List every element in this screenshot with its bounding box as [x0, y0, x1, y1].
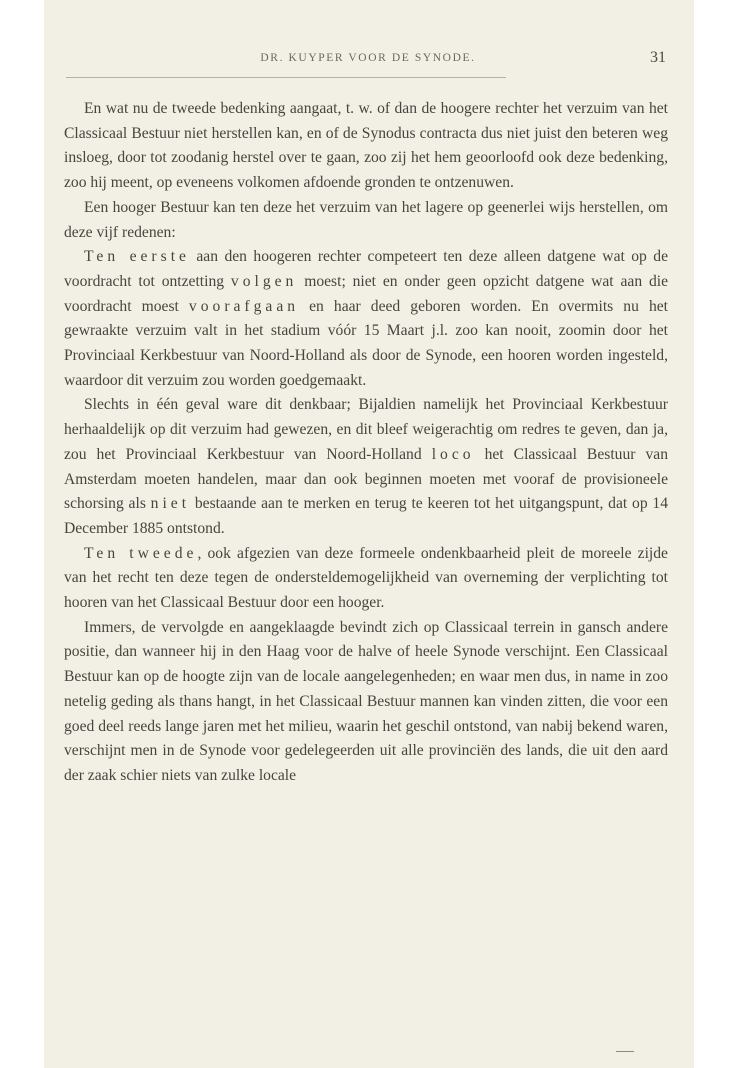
- paragraph-6: Immers, de vervolgde en aangeklaagde bevindt zich op Classicaal terrein in gansch andere positie, dan wanneer hij in den Haag voor de halve of heele Synode verschijnt. Een Classicaal Bestuur kan op de hoogte zijn van de locale aangelegenheden; en waar men dus, in name in zoo netelig geding als thans hangt, in het Classicaal Bestuur mannen kan vinden zitten, die voor een goed deel reeds lange jaren met het milieu, waarin het geschil ontstond, van nabij bekend waren, verschijnt men in de Synode voor gedelegeerden uit alle provinciën des lands, die uit den aard der zaak schier niets van zulke locale: [64, 618, 668, 784]
- paragraph-text: , ook afgezien van deze formeele ondenkbaarheid pleit de moreele zijde van het recht ten deze tegen de ondersteldemogelijkheid van overneming der verplichting tot hooren van het Classicaal Bestuur door een hooger.: [64, 544, 668, 612]
- footer-mark: [616, 1051, 634, 1052]
- spaced-text: volgen: [230, 272, 298, 290]
- paragraph-text: en haar deed geboren worden. En overmits nu het gewraakte verzuim valt in het stadium vóór 15 Maart j.l. zoo kan nooit, zoomin door het Provinciaal Kerkbestuur van Noord-Holland als door de Synode, een hooren worden ingesteld, waardoor dit verzuim zou worden goedgemaakt.: [64, 297, 669, 389]
- spaced-text: Ten tweede: [84, 544, 198, 562]
- spaced-text: loco: [431, 445, 475, 463]
- body-text: [64, 97, 668, 789]
- spaced-text: Ten eerste: [84, 248, 190, 266]
- paragraph-4: [64, 393, 668, 541]
- paragraph-text: het Classicaal Bestuur van Amsterdam moeten handelen, maar dan ook beginnen moeten met vooraf de provisioneele schorsing als: [64, 445, 668, 513]
- page-number: 31: [650, 49, 666, 66]
- page-header: [64, 49, 672, 76]
- spaced-text: niet: [150, 495, 191, 513]
- header-rule: [66, 77, 506, 78]
- running-head: DR. KUYPER VOOR DE SYNODE.: [260, 52, 476, 64]
- paragraph-5: [64, 542, 668, 616]
- paragraph-text: moest; niet en onder geen opzicht datgene wat aan die voordracht moest: [64, 272, 669, 315]
- paragraph-text: bestaande aan te merken en terug te keeren tot het uitgangspunt, dat op 14 December 1885 ontstond.: [64, 495, 669, 537]
- paragraph-1: En wat nu de tweede bedenking aangaat, t. w. of dan de hoogere rechter het verzuim van het Classicaal Bestuur niet herstellen kan, en of de Synodus contracta dus niet juist den beteren weg insloeg, door tot zoodanig herstel over te gaan, zoo zij het hem geoorloofd ook deze bedenking, zoo hij meent, op eveneens volkomen afdoende gronden te ontzenuwen.: [64, 100, 668, 192]
- paragraph-2: Een hooger Bestuur kan ten deze het verzuim van het lagere op geenerlei wijs herstellen, om deze vijf redenen:: [64, 198, 668, 241]
- paragraph-3: [64, 245, 668, 393]
- book-page: [44, 0, 694, 1068]
- spaced-text: voorafgaan: [188, 297, 300, 315]
- paragraph-text: Slechts in één geval ware dit denkbaar; Bijaldien namelijk het Provinciaal Kerkbestuur herhaaldelijk op dit verzuim had gewezen, en dit bleef weigerachtig om redres te geven, dan ja, zou het Provinciaal Kerkbestuur van Noord-Holland: [64, 396, 668, 463]
- paragraph-text: aan den hoogeren rechter competeert ten deze alleen datgene wat op de voordracht tot ontzetting: [64, 248, 668, 290]
